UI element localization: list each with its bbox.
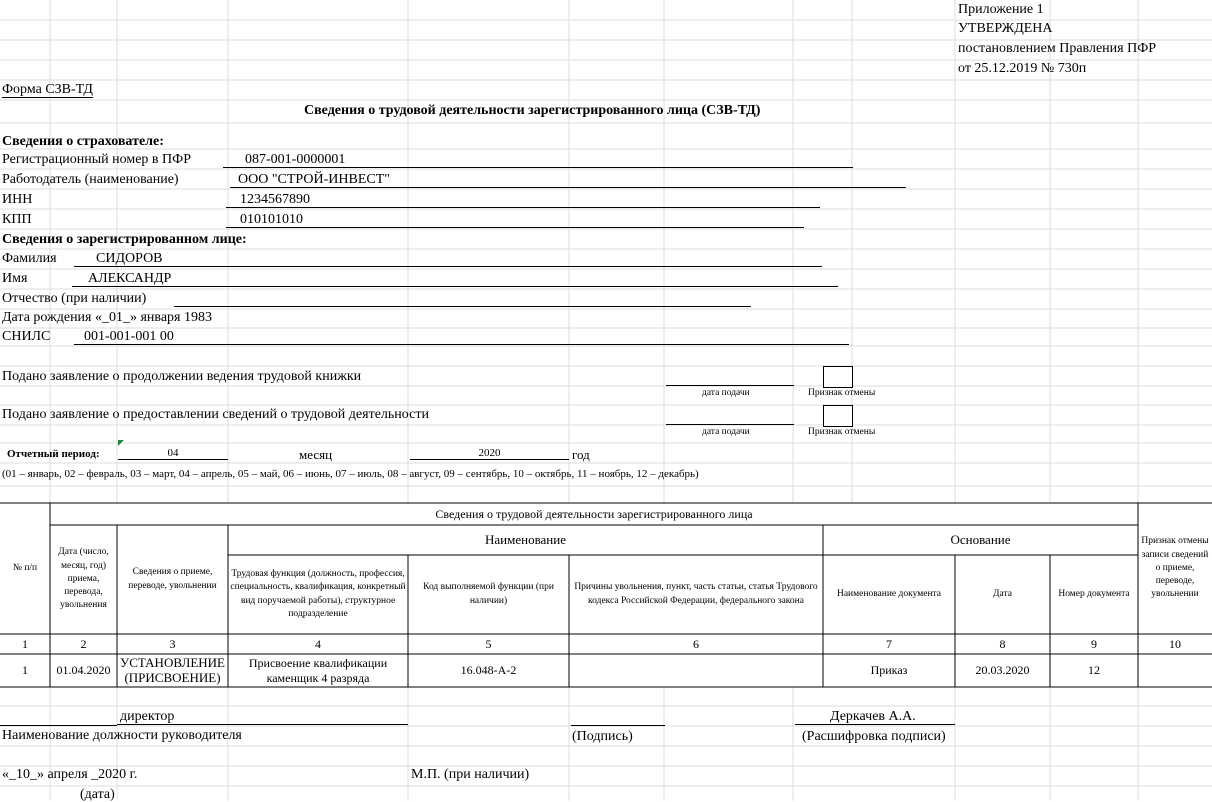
reg-number-label: Регистрационный номер в ПФР	[2, 152, 191, 167]
group-header-name: Наименование	[485, 531, 566, 547]
header-info: Сведения о приеме, переводе, увольнении	[128, 567, 217, 591]
sign-date: «_10_» апреля _2020 г.	[2, 767, 138, 782]
reg-number-value: 087-001-0000001	[245, 152, 346, 167]
col-number: 2	[80, 636, 87, 651]
col-number: 10	[1169, 636, 1181, 651]
name-value: АЛЕКСАНДР	[88, 271, 172, 286]
name-decode-value: Деркачев А.А.	[830, 709, 916, 724]
row-cancel[interactable]	[1138, 654, 1212, 687]
inn-value: 1234567890	[240, 192, 310, 207]
info-application-text: Подано заявление о предоставлении сведений о трудовой деятельности	[2, 407, 429, 422]
col-number: 8	[999, 636, 1006, 651]
period-label: Отчетный период:	[7, 448, 100, 460]
kpp-label: КПП	[2, 212, 32, 227]
header-cancel: Признак отмены записи сведений о приеме, переводе, увольнении	[1141, 536, 1209, 600]
workbook-date-label: дата подачи	[702, 388, 750, 398]
year-value: 2020	[478, 447, 501, 459]
approval-line-1: Приложение 1	[958, 2, 1044, 17]
workbook-application-text: Подано заявление о продолжении ведения трудовой книжки	[2, 369, 362, 384]
col-number: 9	[1091, 636, 1097, 651]
approval-line-3: постановлением Правления ПФР	[958, 41, 1157, 56]
sign-date-label: (дата)	[80, 787, 115, 802]
employer-label: Работодатель (наименование)	[2, 172, 179, 187]
position-line-left	[0, 725, 117, 726]
employer-value: ООО "СТРОЙ-ИНВЕСТ"	[238, 172, 390, 187]
patronymic-label: Отчество (при наличии)	[2, 291, 147, 306]
insurer-heading: Сведения о страхователе:	[2, 134, 164, 149]
row-docdate[interactable]: 20.03.2020	[975, 663, 1030, 677]
signature-label: (Подпись)	[572, 729, 633, 744]
col-number: 3	[169, 636, 176, 651]
approval-line-2: УТВЕРЖДЕНА	[958, 21, 1053, 36]
month-value: 04	[167, 447, 179, 459]
row-reasons[interactable]	[569, 654, 823, 687]
col-number: 6	[693, 636, 699, 651]
name-label: Имя	[2, 271, 28, 286]
snils-label: СНИЛС	[2, 329, 51, 344]
row-docnum[interactable]: 12	[1088, 663, 1100, 677]
signature-line[interactable]	[571, 725, 665, 726]
month-legend: (01 – январь, 02 – февраль, 03 – март, 04 – апрель, 05 – май, 06 – июнь, 07 – июль, 08 – август, 09 – сентябрь, 10 – октябрь, 11 – ноябрь, 12 – декабрь)	[2, 468, 699, 480]
kpp-value: 010101010	[240, 212, 303, 227]
position-value: директор	[120, 709, 175, 724]
workbook-cancel-label: Признак отмены	[808, 388, 876, 398]
row-num[interactable]: 1	[22, 663, 28, 677]
header-reasons: Причины увольнения, пункт, часть статьи, статья Трудового кодекса Российской Федерации, федерального закона	[574, 582, 818, 606]
col-number: 4	[315, 636, 321, 651]
birth-date: Дата рождения «_01_» января 1983	[2, 310, 212, 325]
stamp-label: М.П. (при наличии)	[411, 767, 530, 782]
form-title: Сведения о трудовой деятельности зарегистрированного лица (СЗВ-ТД)	[304, 103, 761, 118]
inn-label: ИНН	[2, 192, 33, 207]
month-label: месяц	[299, 447, 333, 462]
header-code: Код выполняемой функции (при наличии)	[423, 582, 554, 606]
col-number: 5	[485, 636, 492, 651]
info-date-label: дата подачи	[702, 427, 750, 437]
header-date: Дата (число, месяц, год) приема, перевода, увольнения	[58, 547, 109, 611]
surname-label: Фамилия	[2, 251, 57, 266]
approval-line-4: от 25.12.2019 № 730п	[958, 61, 1087, 76]
row-function[interactable]: Присвоение квалификации каменщик 4 разряда	[248, 656, 388, 685]
header-function: Трудовая функция (должность, профессия, специальность, квалификация, конкретный вид поручаемой работы), структурное подразделение	[230, 568, 406, 619]
snils-value: 001-001-001 00	[84, 329, 174, 344]
header-docnum: Номер документа	[1058, 588, 1130, 599]
group-header-basis: Основание	[950, 531, 1011, 547]
table-super-header: Сведения о трудовой деятельности зарегистрированного лица	[435, 506, 753, 521]
row-info[interactable]: УСТАНОВЛЕНИЕ (ПРИСВОЕНИЕ)	[120, 654, 225, 685]
row-date[interactable]: 01.04.2020	[56, 663, 111, 677]
header-docname: Наименование документа	[836, 588, 942, 599]
person-heading: Сведения о зарегистрированном лице:	[2, 232, 247, 247]
col-number: 7	[886, 636, 892, 651]
row-code[interactable]: 16.048-А-2	[460, 663, 517, 677]
decode-label: (Расшифровка подписи)	[802, 729, 946, 744]
position-label: Наименование должности руководителя	[2, 728, 242, 743]
row-docname[interactable]: Приказ	[870, 663, 908, 677]
surname-value: СИДОРОВ	[96, 251, 163, 266]
position-field[interactable]	[117, 710, 408, 725]
header-num: № п/п	[12, 562, 38, 573]
header-docdate: Дата	[993, 588, 1012, 599]
name-decode-field[interactable]	[795, 710, 955, 725]
info-cancel-label: Признак отмены	[808, 427, 876, 437]
col-number: 1	[22, 636, 28, 651]
year-label: год	[572, 447, 590, 462]
form-code: Форма СЗВ-ТД	[2, 82, 93, 97]
